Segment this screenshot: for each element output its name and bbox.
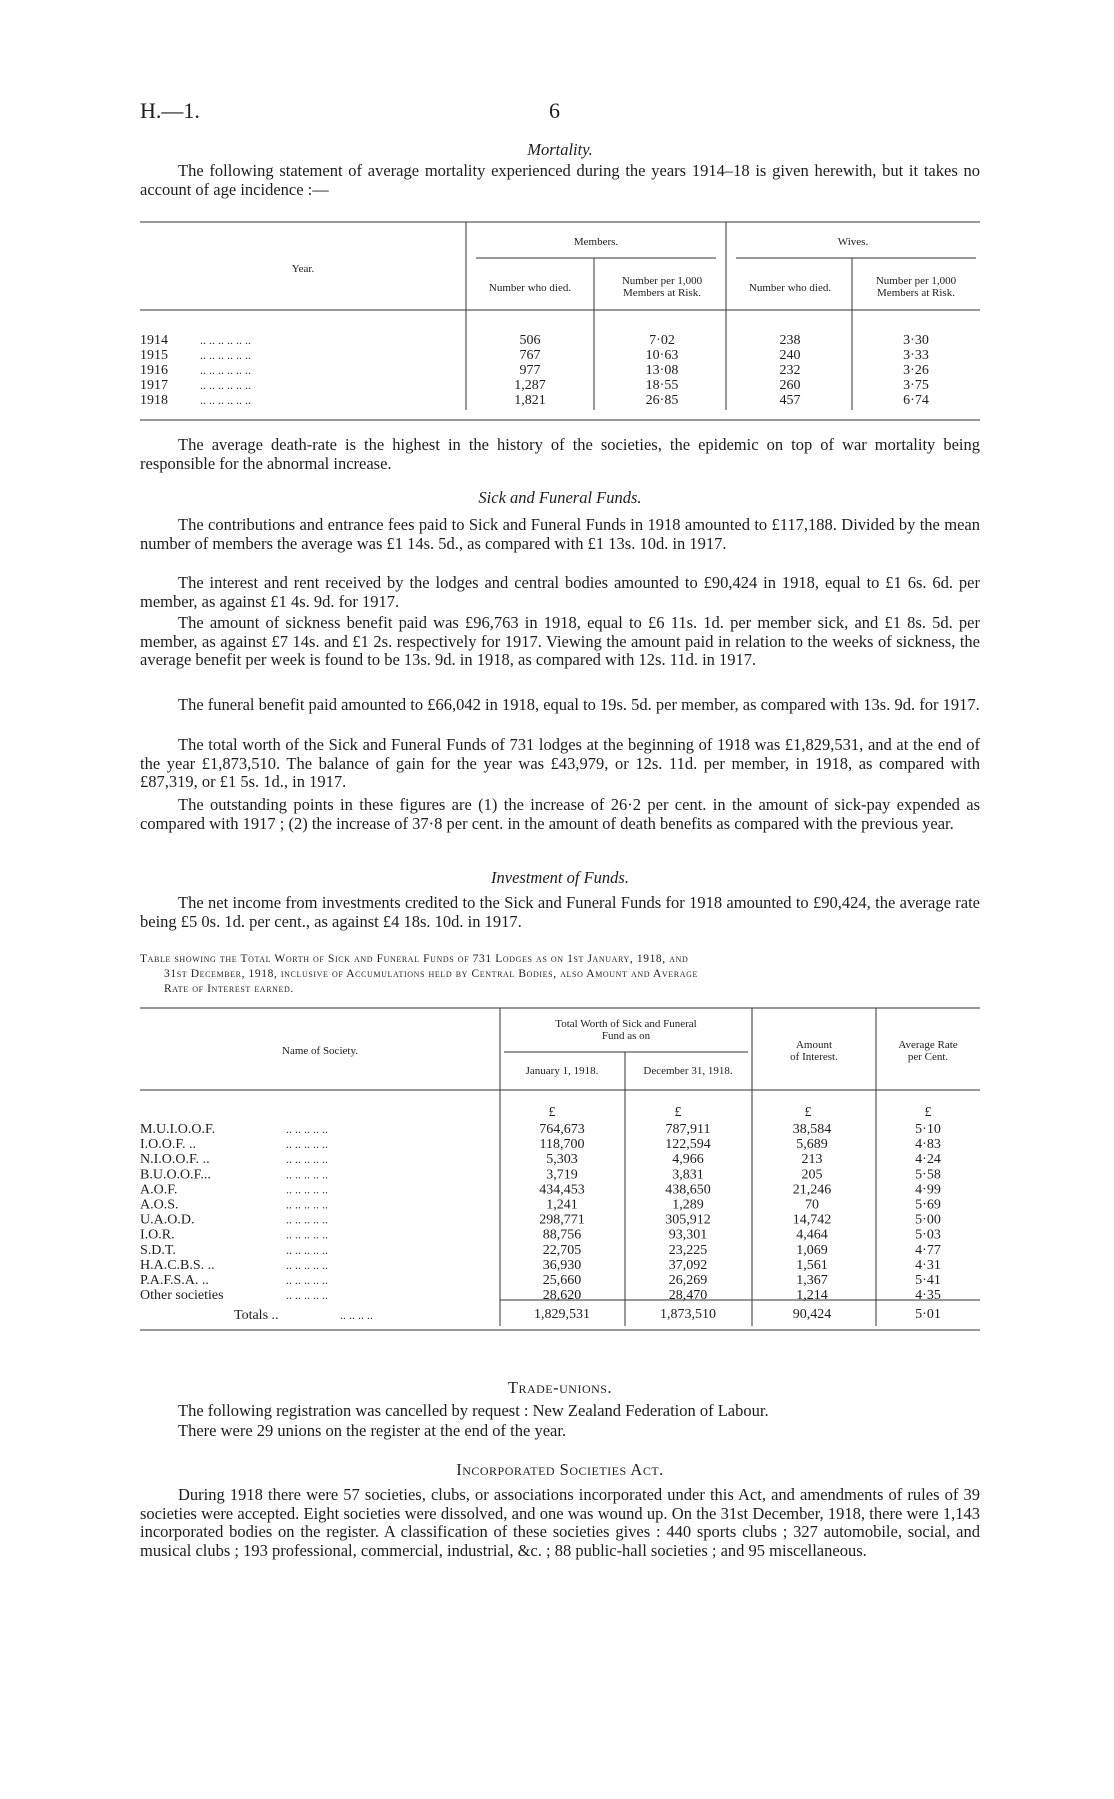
wives-died: 260: [779, 378, 801, 393]
wives-died: 457: [779, 393, 801, 408]
wives-died-header: Number who died.: [748, 282, 832, 294]
interest-rate: 5·58: [915, 1167, 941, 1183]
society-name: M.U.I.O.O.F.: [140, 1122, 216, 1137]
totals-leader: .. .. .. ..: [340, 1308, 373, 1322]
jan-1918-header: January 1, 1918.: [525, 1065, 599, 1077]
worth-jan: 434,453: [539, 1182, 585, 1198]
wives-rate: 3·30: [903, 333, 929, 348]
sick-funeral-para-3: The amount of sickness benefit paid was £96,763 in 1918, equal to £6 11s. 1d. per member sick, and £1 8s. 5d. per member, as against £7 14s. and £1 2s. respectively for 1917. Viewing the amount paid in relation to the weeks of sickness, the average benefit per week is found to be 13s. 9d. in 1918, as compared with 12s. 11d. in 1917.: [140, 613, 980, 670]
society-name-header: Name of Society.: [282, 1045, 358, 1057]
worth-dec: 305,912: [665, 1212, 711, 1228]
society-leader: .. .. .. .. ..: [286, 1273, 328, 1287]
interest-rate: 4·83: [915, 1137, 941, 1153]
investment-rows: [140, 1122, 941, 1303]
totals-label: Totals ..: [234, 1308, 279, 1323]
wives-rate-header-l1: Number per 1,000: [875, 275, 957, 287]
worth-jan: 28,620: [542, 1288, 582, 1304]
mortality-note: The average death-rate is the highest in the history of the societies, the epidemic on top of war mortality being responsible for the abnormal increase.: [140, 435, 980, 473]
interest-rate: 4·77: [915, 1242, 941, 1258]
members-rate: 13·08: [645, 363, 679, 378]
worth-jan: 1,241: [546, 1197, 578, 1213]
members-rate-header-l2: Members at Risk.: [623, 287, 701, 299]
mortality-intro: The following statement of average mortality experienced during the years 1914–18 is given herewith, but it takes no account of age incidence :—: [140, 161, 980, 199]
society-name: B.U.O.O.F...: [140, 1167, 211, 1183]
investment-heading: Investment of Funds.: [491, 868, 629, 887]
sick-funeral-para-2: The interest and rent received by the lodges and central bodies amounted to £90,424 in 1918, equal to £1 6s. 6d. per member, as against £1 4s. 9d. for 1917.: [140, 573, 980, 611]
interest-rate: 5·69: [915, 1197, 941, 1213]
society-leader: .. .. .. .. ..: [286, 1257, 328, 1272]
members-rate: 18·55: [645, 378, 679, 393]
mortality-leader: .. .. .. .. .. ..: [200, 393, 251, 407]
interest-amount: 213: [801, 1152, 823, 1168]
society-leader: .. .. .. .. ..: [286, 1288, 328, 1303]
worth-jan: 764,673: [539, 1122, 585, 1137]
incorporated-heading: Incorporated Societies Act.: [456, 1460, 664, 1479]
worth-dec: 122,594: [665, 1137, 711, 1153]
society-leader: .. .. .. .. ..: [286, 1212, 328, 1227]
interest-amount: 1,367: [796, 1273, 828, 1288]
wives-died: 240: [779, 348, 801, 363]
members-died: 1,287: [514, 378, 546, 393]
unit-interest: £: [804, 1105, 812, 1120]
society-name: Other societies: [140, 1288, 224, 1304]
members-rate-header-l1: Number per 1,000: [621, 275, 703, 287]
sick-funeral-heading: Sick and Funeral Funds.: [478, 488, 642, 507]
mortality-members-header: Members.: [573, 236, 619, 248]
worth-dec: 23,225: [668, 1242, 708, 1258]
interest-rate: 5·10: [915, 1122, 941, 1137]
total-worth-header-l2: Fund as on: [601, 1030, 651, 1042]
rate-header-l2: per Cent.: [907, 1051, 949, 1063]
interest-rate: 4·99: [915, 1182, 941, 1198]
interest-amount: 1,561: [796, 1257, 828, 1273]
society-leader: .. .. .. .. ..: [286, 1197, 328, 1212]
society-name: A.O.F.: [140, 1182, 178, 1198]
page-number: 6: [549, 98, 560, 123]
members-died: 767: [519, 348, 541, 363]
worth-dec: 438,650: [665, 1182, 711, 1198]
wives-rate: 3·75: [903, 378, 929, 393]
caption-line-3: Rate of Interest earned.: [164, 983, 294, 995]
society-name: U.A.O.D.: [140, 1212, 195, 1228]
investment-paragraph: The net income from investments credited to the Sick and Funeral Funds for 1918 amounted to £90,424, the average rate being £5 0s. 1d. per cent., as against £4 18s. 10d. in 1917.: [140, 893, 980, 931]
society-leader: .. .. .. .. ..: [286, 1182, 328, 1197]
total-worth-header-l1: Total Worth of Sick and Funeral: [555, 1018, 697, 1030]
caption-line-2: 31st December, 1918, inclusive of Accumulations held by Central Bodies, also Amount and Average: [164, 968, 698, 980]
interest-header-l2: of Interest.: [790, 1051, 838, 1063]
mortality-year: 1918: [140, 393, 168, 408]
unit-rate: £: [924, 1105, 932, 1120]
interest-rate: 5·03: [915, 1227, 941, 1243]
members-rate: 26·85: [645, 393, 679, 408]
interest-header-l1: Amount: [795, 1039, 833, 1051]
members-rate: 10·63: [645, 348, 679, 363]
wives-died: 238: [779, 333, 801, 348]
totals-dec: 1,873,510: [660, 1307, 716, 1322]
society-name: P.A.F.S.A. ..: [140, 1273, 209, 1288]
interest-rate: 4·31: [915, 1257, 941, 1273]
mortality-leader: .. .. .. .. .. ..: [200, 378, 251, 392]
mortality-leader: .. .. .. .. .. ..: [200, 333, 251, 347]
worth-dec: 787,911: [665, 1122, 711, 1137]
worth-jan: 36,930: [542, 1257, 582, 1273]
worth-jan: 3,719: [546, 1167, 578, 1183]
worth-dec: 37,092: [668, 1257, 708, 1273]
report-reference: H.—1.: [140, 98, 200, 123]
society-name: I.O.R.: [140, 1227, 175, 1243]
incorporated-paragraph: During 1918 there were 57 societies, clubs, or associations incorporated under this Act, and amendments of rules of 39 societies were accepted. Eight societies were dissolved, and one was wound up. On the 31st December, 1918, there were 1,143 incorporated bodies on the register. A classification of these societies gives : 440 sports clubs ; 327 automobile, social, and musical clubs ; 193 professional, commercial, industrial, &c. ; 88 public-hall societies ; and 95 miscellaneous.: [140, 1485, 980, 1560]
members-died: 506: [519, 333, 541, 348]
mortality-year: 1917: [140, 378, 168, 393]
interest-amount: 38,584: [792, 1122, 832, 1137]
members-died: 977: [519, 363, 541, 378]
worth-jan: 22,705: [542, 1242, 582, 1258]
society-name: I.O.O.F. ..: [140, 1137, 197, 1153]
wives-rate: 3·26: [903, 363, 929, 378]
trade-unions-heading: Trade-unions.: [507, 1378, 613, 1397]
sick-funeral-para-6: The outstanding points in these figures are (1) the increase of 26·2 per cent. in the amount of sick-pay expended as compared with 1917 ; (2) the increase of 37·8 per cent. in the amount of death benefits as compared with the previous year.: [140, 795, 980, 833]
mortality-heading: Mortality.: [527, 140, 593, 159]
interest-amount: 1,214: [796, 1288, 828, 1304]
society-leader: .. .. .. .. ..: [286, 1122, 328, 1136]
totals-rate: 5·01: [915, 1307, 941, 1322]
society-leader: .. .. .. .. ..: [286, 1227, 328, 1242]
unit-dec: £: [674, 1105, 682, 1120]
society-leader: .. .. .. .. ..: [286, 1167, 328, 1182]
interest-rate: 5·41: [915, 1273, 941, 1288]
mortality-year: 1914: [140, 333, 168, 348]
interest-amount: 4,464: [796, 1227, 828, 1243]
sick-funeral-para-1: The contributions and entrance fees paid to Sick and Funeral Funds in 1918 amounted to £117,188. Divided by the mean number of members the average was £1 14s. 5d., as compared with £1 13s. 10d. in 1917.: [140, 515, 980, 553]
worth-dec: 1,289: [672, 1197, 704, 1213]
worth-jan: 118,700: [539, 1137, 585, 1153]
wives-rate-header-l2: Members at Risk.: [877, 287, 955, 299]
society-name: N.I.O.O.F. ..: [140, 1152, 210, 1168]
rate-header-l1: Average Rate: [898, 1039, 958, 1051]
mortality-leader: .. .. .. .. .. ..: [200, 348, 251, 362]
sick-funeral-para-5: The total worth of the Sick and Funeral Funds of 731 lodges at the beginning of 1918 was £1,829,531, and at the end of the year £1,873,510. The balance of gain for the year was £43,979, or 12s. 11d. per member, in 1918, as compared with £87,319, or £1 5s. 1d., in 1917.: [140, 735, 980, 792]
wives-rate: 6·74: [903, 393, 929, 408]
interest-amount: 14,742: [792, 1212, 832, 1228]
worth-jan: 298,771: [539, 1212, 585, 1228]
unit-jan: £: [548, 1105, 556, 1120]
interest-rate: 4·24: [915, 1152, 941, 1168]
worth-jan: 5,303: [546, 1152, 578, 1168]
interest-amount: 1,069: [796, 1242, 828, 1258]
society-name: H.A.C.B.S. ..: [140, 1257, 215, 1273]
mortality-year: 1916: [140, 363, 168, 378]
members-died: 1,821: [514, 393, 546, 408]
worth-dec: 28,470: [668, 1288, 708, 1304]
sick-funeral-para-4: The funeral benefit paid amounted to £66,042 in 1918, equal to 19s. 5d. per member, as compared with 13s. 9d. for 1917.: [178, 695, 980, 714]
wives-rate: 3·33: [903, 348, 929, 363]
worth-jan: 88,756: [542, 1227, 582, 1243]
interest-rate: 5·00: [915, 1212, 941, 1228]
members-rate: 7·02: [649, 333, 675, 348]
interest-rate: 4·35: [915, 1288, 941, 1304]
dec-1918-header: December 31, 1918.: [643, 1065, 733, 1077]
totals-jan: 1,829,531: [534, 1307, 590, 1322]
interest-amount: 21,246: [792, 1182, 832, 1198]
members-died-header: Number who died.: [488, 282, 572, 294]
trade-unions-line-2: There were 29 unions on the register at the end of the year.: [178, 1421, 567, 1440]
interest-amount: 5,689: [796, 1137, 828, 1153]
worth-dec: 93,301: [668, 1227, 708, 1243]
society-leader: .. .. .. .. ..: [286, 1137, 328, 1152]
mortality-year: 1915: [140, 348, 168, 363]
wives-died: 232: [779, 363, 801, 378]
society-name: A.O.S.: [140, 1197, 179, 1213]
society-leader: .. .. .. .. ..: [286, 1242, 328, 1257]
mortality-leader: .. .. .. .. .. ..: [200, 363, 251, 377]
totals-interest: 90,424: [792, 1307, 832, 1322]
interest-amount: 205: [801, 1167, 823, 1183]
society-leader: .. .. .. .. ..: [286, 1152, 328, 1167]
mortality-year-header: Year.: [291, 263, 315, 275]
caption-line-1: Table showing the Total Worth of Sick and Funeral Funds of 731 Lodges as on 1st January, 1918, and: [140, 953, 689, 965]
trade-unions-line-1: The following registration was cancelled by request : New Zealand Federation of Labour.: [178, 1401, 769, 1420]
worth-dec: 4,966: [672, 1152, 704, 1168]
society-name: S.D.T.: [140, 1242, 176, 1258]
mortality-wives-header: Wives.: [837, 236, 869, 248]
interest-amount: 70: [805, 1197, 819, 1213]
worth-jan: 25,660: [542, 1273, 582, 1288]
worth-dec: 3,831: [672, 1167, 704, 1183]
worth-dec: 26,269: [668, 1273, 708, 1288]
